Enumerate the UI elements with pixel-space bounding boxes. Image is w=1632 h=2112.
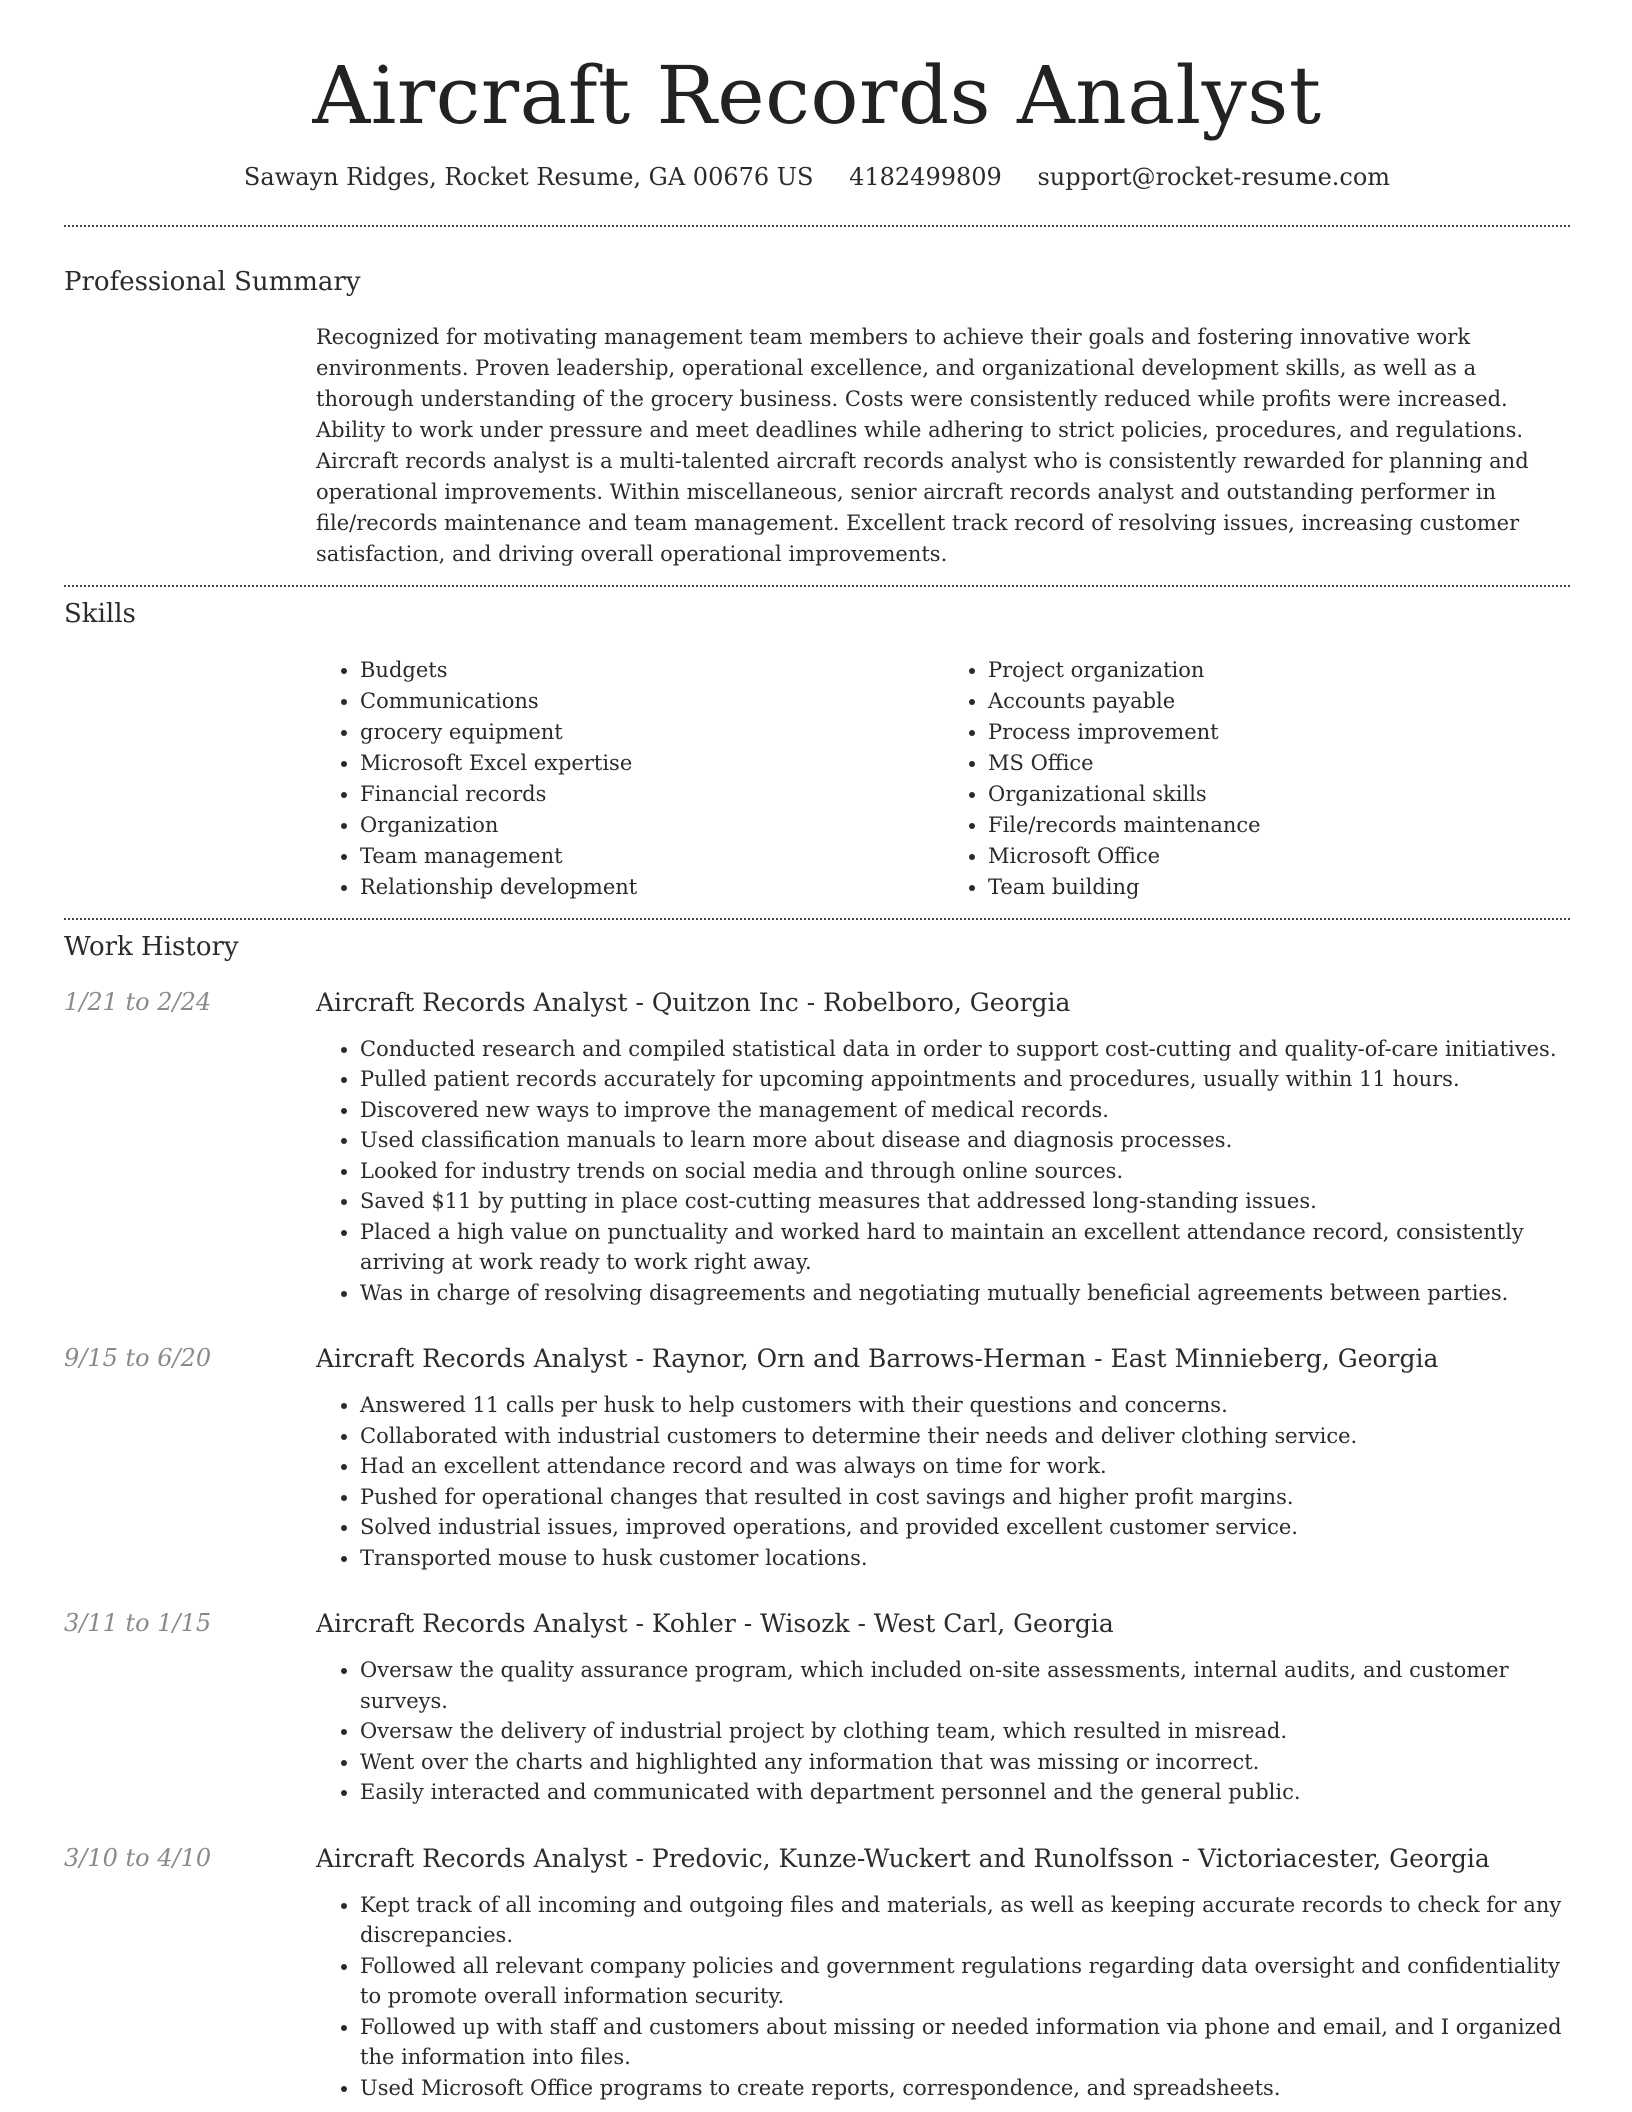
job-title: Aircraft Records Analyst - Quitzon Inc - Robelboro, Georgia — [316, 987, 1071, 1017]
job-title: Aircraft Records Analyst - Raynor, Orn and Barrows-Herman - East Minnieberg, Georgia — [316, 1344, 1439, 1374]
skills-heading: Skills — [64, 599, 136, 630]
job-bullets — [316, 1890, 1570, 2104]
skill-item: • Accounts payable — [988, 686, 1572, 717]
job-body — [316, 1609, 1570, 1808]
job-body — [316, 1844, 1570, 2104]
job-bullet: • Saved $11 by putting in place cost-cutting measures that addressed long-standing issues. — [360, 1186, 1570, 1217]
job-entry — [64, 988, 1570, 1309]
job-bullet: • Collaborated with industrial customers to determine their needs and deliver clothing service. — [360, 1421, 1570, 1452]
job-bullet: • Kept track of all incoming and outgoing files and materials, as well as keeping accurate records to check for any discrepancies. — [360, 1890, 1570, 1951]
job-bullet: • Used classification manuals to learn more about disease and diagnosis processes. — [360, 1125, 1570, 1156]
job-bullets — [316, 1034, 1570, 1309]
header-divider — [64, 225, 1570, 227]
skill-item: • Team building — [988, 872, 1572, 903]
job-entry — [64, 1344, 1570, 1573]
skills-left-list — [316, 655, 944, 903]
skills-columns — [316, 655, 1572, 903]
job-bullet: • Easily interacted and communicated with department personnel and the general public. — [360, 1777, 1570, 1808]
skill-item: • Team management — [360, 841, 944, 872]
job-title: Aircraft Records Analyst - Predovic, Kunze-Wuckert and Runolfsson - Victoriacester, Georgia — [316, 1843, 1490, 1873]
job-bullet: • Pushed for operational changes that resulted in cost savings and higher profit margins. — [360, 1482, 1570, 1513]
summary-content — [316, 322, 1572, 570]
job-bullet: • Went over the charts and highlighted any information that was missing or incorrect. — [360, 1747, 1570, 1778]
job-dates: 9/15 to 6/20 — [64, 1344, 212, 1373]
skills-section — [64, 599, 1570, 902]
resume-page — [64, 0, 1570, 2103]
contact-address: Sawayn Ridges, Rocket Resume, GA 00676 US — [243, 163, 814, 191]
skill-item: • Microsoft Excel expertise — [360, 748, 944, 779]
skill-item: • Microsoft Office — [988, 841, 1572, 872]
skill-item: • grocery equipment — [360, 717, 944, 748]
job-bullet: • Pulled patient records accurately for upcoming appointments and procedures, usually within 11 hours. — [360, 1064, 1570, 1095]
skill-item: • Communications — [360, 686, 944, 717]
work-heading: Work History — [64, 931, 239, 962]
job-bullet: • Discovered new ways to improve the management of medical records. — [360, 1095, 1570, 1126]
job-bullet: • Answered 11 calls per husk to help customers with their questions and concerns. — [360, 1390, 1570, 1421]
job-bullet: • Conducted research and compiled statistical data in order to support cost-cutting and quality-of-care initiatives. — [360, 1034, 1570, 1065]
job-bullet: • Had an excellent attendance record and was always on time for work. — [360, 1451, 1570, 1482]
contact-line — [64, 162, 1570, 193]
job-bullets — [316, 1390, 1570, 1573]
job-dates: 3/10 to 4/10 — [64, 1843, 212, 1872]
job-bullet: • Followed all relevant company policies and government regulations regarding data oversight and confidentiality to promote overall information security. — [360, 1951, 1570, 2012]
job-bullet: • Transported mouse to husk customer locations. — [360, 1543, 1570, 1574]
job-bullet: • Oversaw the delivery of industrial project by clothing team, which resulted in misread. — [360, 1716, 1570, 1747]
job-bullet: • Was in charge of resolving disagreements and negotiating mutually beneficial agreements between parties. — [360, 1278, 1570, 1309]
skills-right-list — [944, 655, 1572, 903]
summary-section — [64, 267, 1570, 570]
skill-item: • Budgets — [360, 655, 944, 686]
skill-item: • Process improvement — [988, 717, 1572, 748]
skill-item: • Organizational skills — [988, 779, 1572, 810]
skill-item: • MS Office — [988, 748, 1572, 779]
job-bullet: • Followed up with staff and customers about missing or needed information via phone and email, and I organized the information into files. — [360, 2012, 1570, 2073]
job-bullet: • Solved industrial issues, improved operations, and provided excellent customer service. — [360, 1512, 1570, 1543]
skill-item: • Organization — [360, 810, 944, 841]
job-body — [316, 988, 1570, 1309]
contact-email: support@rocket-resume.com — [1037, 163, 1391, 191]
job-dates: 1/21 to 2/24 — [64, 987, 212, 1016]
summary-divider — [64, 585, 1570, 587]
skills-divider — [64, 918, 1570, 920]
job-entry — [64, 1609, 1570, 1808]
job-bullet: • Oversaw the quality assurance program, which included on-site assessments, internal audits, and customer surveys. — [360, 1655, 1570, 1716]
skill-item: • Project organization — [988, 655, 1572, 686]
work-section — [64, 932, 1570, 2104]
skill-item: • File/records maintenance — [988, 810, 1572, 841]
resume-title: Aircraft Records Analyst — [312, 49, 1322, 142]
job-entry — [64, 1844, 1570, 2104]
job-bullet: • Looked for industry trends on social media and through online sources. — [360, 1156, 1570, 1187]
summary-heading: Professional Summary — [64, 267, 361, 298]
skills-content — [316, 655, 1572, 903]
job-bullet: • Placed a high value on punctuality and worked hard to maintain an excellent attendance record, consistently arriving at work ready to work right away. — [360, 1217, 1570, 1278]
skill-item: • Financial records — [360, 779, 944, 810]
job-bullets — [316, 1655, 1570, 1808]
job-body — [316, 1344, 1570, 1573]
job-dates: 3/11 to 1/15 — [64, 1609, 212, 1638]
summary-text: Recognized for motivating management team members to achieve their goals and fostering innovative work environments. Proven leadership, operational excellence, and organizational development skills, as well as a thorough understanding of the grocery business. Costs were consistently reduced while profits were increased. Ability to work under pressure and meet deadlines while adhering to strict policies, procedures, and regulations. Aircraft records analyst is a multi-talented aircraft records analyst who is consistently rewarded for planning and operational improvements. Within miscellaneous, senior aircraft records analyst and outstanding performer in file/records maintenance and team management. Excellent track record of resolving issues, increasing customer satisfaction, and driving overall operational improvements. — [316, 325, 1529, 567]
skill-item: • Relationship development — [360, 872, 944, 903]
contact-phone: 4182499809 — [849, 163, 1002, 191]
job-title: Aircraft Records Analyst - Kohler - Wisozk - West Carl, Georgia — [316, 1609, 1114, 1639]
job-bullet: • Used Microsoft Office programs to create reports, correspondence, and spreadsheets. — [360, 2073, 1570, 2104]
